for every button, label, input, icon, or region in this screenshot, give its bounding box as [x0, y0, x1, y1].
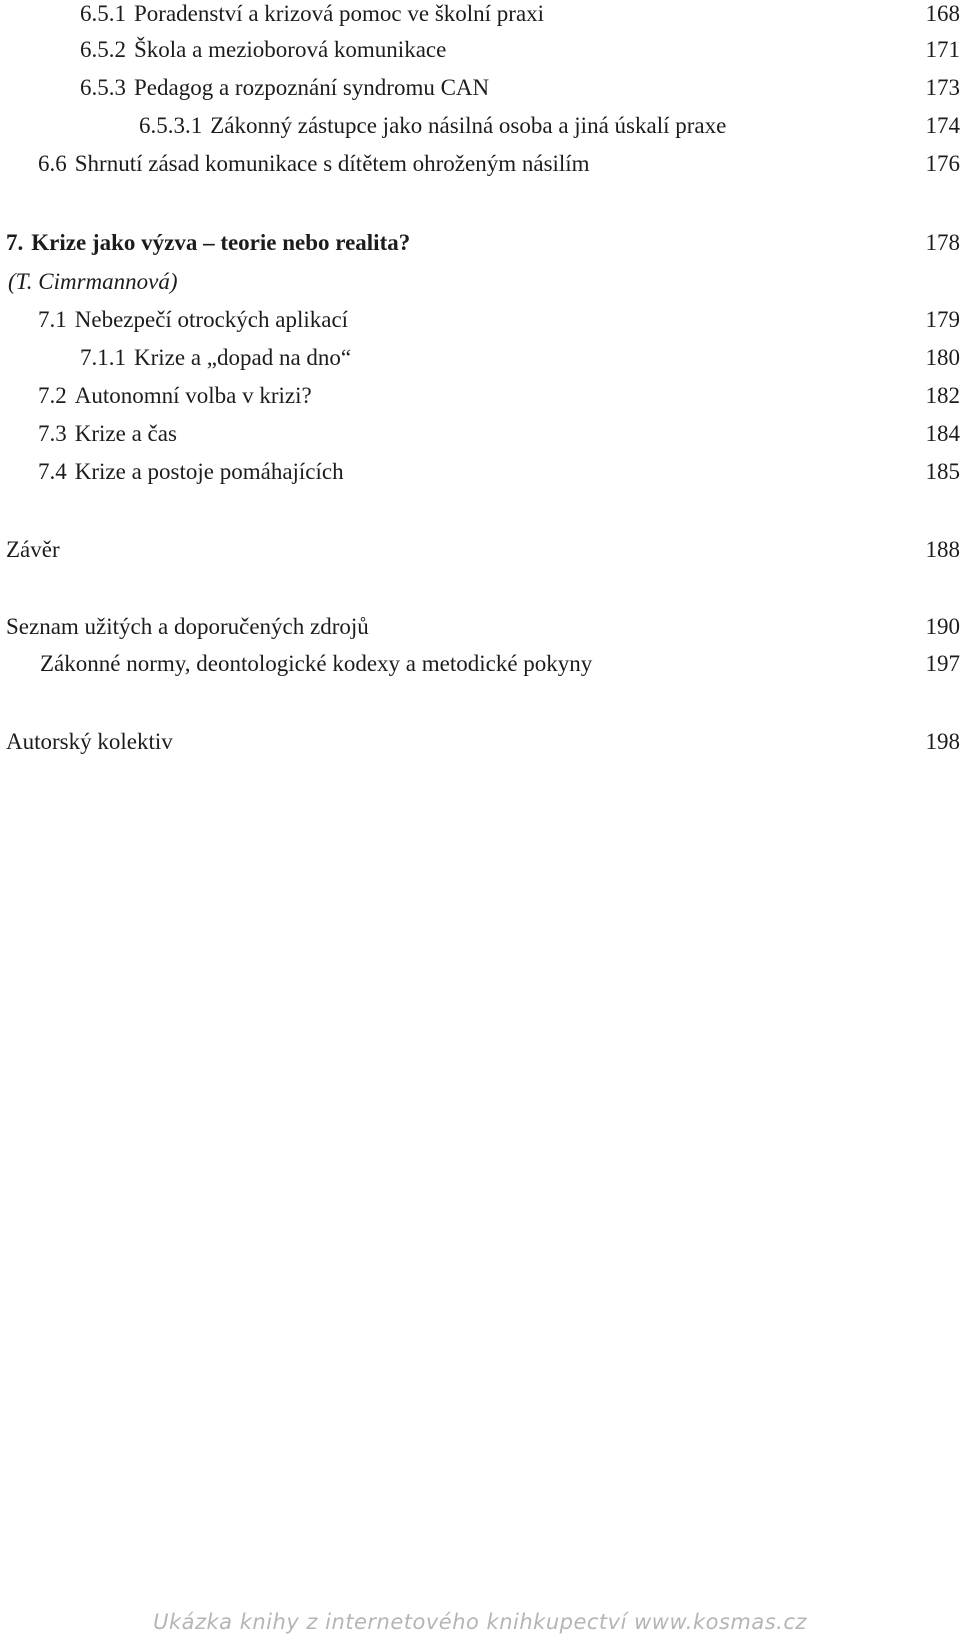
toc-entry-title: 6.5.3 Pedagog a rozpoznání syndromu CAN: [80, 75, 490, 100]
toc-entry-7-1: [4, 302, 960, 338]
toc-entry-title: 6.5.1 Poradenství a krizová pomoc ve školní praxi: [80, 1, 545, 26]
toc-entry-6-5-1: [4, 0, 960, 32]
toc-entry-6-5-3-1: [4, 108, 960, 144]
toc-entry-title: 6.6 Shrnutí zásad komunikace s dítětem ohroženým násilím: [38, 151, 590, 176]
toc-entry-page-number: 184: [925, 421, 960, 446]
toc-entry-title: 7.2 Autonomní volba v krizi?: [38, 383, 312, 408]
toc-entry-title: Seznam užitých a doporučených zdrojů: [6, 614, 369, 639]
toc-entry-title: Zákonné normy, deontologické kodexy a metodické pokyny: [40, 651, 593, 676]
toc-entry-page-number: 179: [925, 307, 960, 332]
toc-entry-6-5-2: [4, 32, 960, 68]
toc-entry-page-number: 168: [925, 1, 960, 26]
toc-entry-page-number: 185: [925, 459, 960, 484]
toc-entry-title: Závěr: [6, 537, 60, 562]
toc-entry-autorsky-kolektiv: [4, 724, 960, 760]
toc-entry-7-3: [4, 416, 960, 452]
toc-chapter-7: [4, 225, 960, 261]
toc-entry-page-number: 180: [925, 345, 960, 370]
toc-entry-page-number: 178: [925, 230, 960, 255]
toc-entry-seznam-zdroju: [4, 609, 960, 645]
toc-entry-6-6: [4, 146, 960, 182]
toc-entry-page-number: 176: [925, 151, 960, 176]
toc-entry-title: 7.4 Krize a postoje pomáhajících: [38, 459, 344, 484]
toc-entry-page-number: 190: [925, 614, 960, 639]
toc-entry-zaver: [4, 532, 960, 568]
toc-entry-page-number: 188: [925, 537, 960, 562]
toc-entry-page-number: 197: [925, 651, 960, 676]
toc-entry-title: 7.1 Nebezpečí otrockých aplikací: [38, 307, 349, 332]
toc-entry-7-4: [4, 454, 960, 490]
toc-chapter-title: 7. Krize jako výzva – teorie nebo realita?: [6, 230, 411, 255]
toc-chapter-author: [4, 264, 960, 300]
toc-entry-6-5-3: [4, 70, 960, 106]
watermark-footer: Ukázka knihy z internetového knihkupectví www.kosmas.cz: [153, 1610, 807, 1634]
toc-entry-page-number: 182: [925, 383, 960, 408]
toc-entry-7-1-1: [4, 340, 960, 376]
toc-entry-title: 6.5.3.1 Zákonný zástupce jako násilná osoba a jiná úskalí praxe: [139, 113, 727, 138]
toc-entry-title: 7.3 Krize a čas: [38, 421, 177, 446]
toc-entry-7-2: [4, 378, 960, 414]
toc-entry-zakonne-normy: [4, 646, 960, 682]
toc-author-name: (T. Cimrmannová): [8, 269, 178, 294]
toc-entry-title: 7.1.1 Krize a „dopad na dno“: [80, 345, 352, 370]
toc-entry-title: Autorský kolektiv: [6, 729, 173, 754]
toc-entry-page-number: 198: [925, 729, 960, 754]
toc-entry-title: 6.5.2 Škola a mezioborová komunikace: [80, 37, 447, 62]
toc-entry-page-number: 173: [925, 75, 960, 100]
toc-entry-page-number: 174: [925, 113, 960, 138]
toc-entry-page-number: 171: [925, 37, 960, 62]
